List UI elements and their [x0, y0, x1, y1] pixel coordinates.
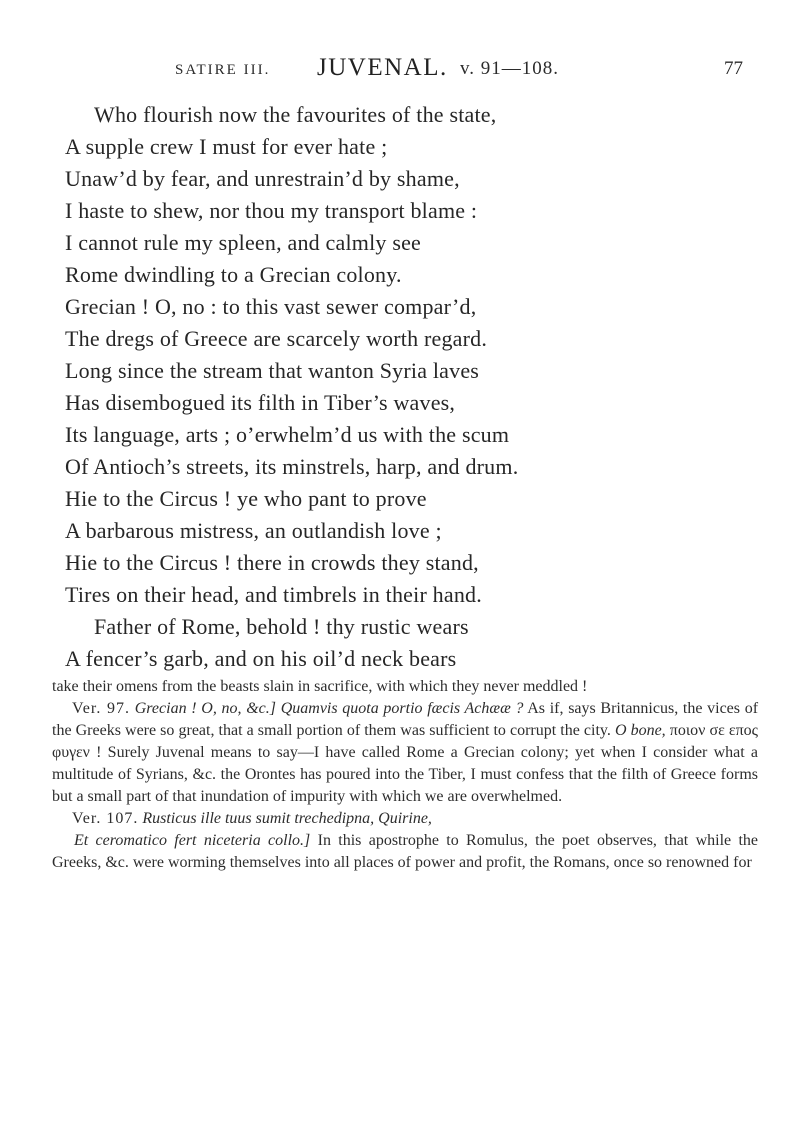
note-verse-107 — [52, 808, 758, 874]
poem-line: A barbarous mistress, an outlandish love ; — [65, 518, 442, 543]
poem-line: Hie to the Circus ! there in crowds they stand, — [65, 550, 479, 575]
running-header — [0, 56, 800, 90]
poem-line: Father of Rome, behold ! thy rustic wears — [94, 614, 469, 639]
note-text: As if, says Britannicus, the vices of the Greeks were so great, that a small portion of them was sufficient to corrupt the city. — [52, 700, 759, 739]
note-text: take their omens from the beasts slain in sacrifice, with which they never meddled ! — [52, 678, 588, 695]
note-verse-97 — [52, 698, 758, 808]
poem-line: A supple crew I must for ever hate ; — [65, 134, 388, 159]
note-latin-quote: Quamvis quota portio fæcis Achææ ? — [280, 700, 524, 717]
poem-line: Tires on their head, and timbrels in their hand. — [65, 582, 482, 607]
poem-line: I haste to shew, nor thou my transport blame : — [65, 198, 478, 223]
note-greek-quote: ποιον σε επος φυγεν ! — [52, 722, 758, 761]
poem-line: Of Antioch’s streets, its minstrels, harp, and drum. — [65, 454, 519, 479]
note-text: Surely Juvenal means to say—I have called Rome a Grecian colony; yet when I consider what a multitude of Syrians, &c. the Orontes has poured into the Tiber, I must confess that the filth of Greece forms but a small part of that inundation of impurity with which we are overwhelmed. — [52, 744, 759, 805]
note-verse-label: Ver. 107. — [72, 810, 139, 827]
note-lemma: Et ceromatico fert niceteria collo.] — [74, 832, 311, 849]
note-lemma: Rusticus ille tuus sumit trechedipna, Quirine, — [142, 810, 432, 827]
author-title: JUVENAL. — [317, 54, 448, 81]
note-text: In this apostrophe to Romulus, the poet observes, that while the Greeks, &c. were worming themselves into all places of power and profit, the Romans, once so renowned for — [52, 832, 759, 871]
note-verse-label: Ver. 97. — [72, 700, 131, 717]
poem-line: Grecian ! O, no : to this vast sewer compar’d, — [65, 294, 477, 319]
note-greek-italic: O bone, — [614, 722, 666, 739]
poem-line: A fencer’s garb, and on his oil’d neck bears — [65, 646, 457, 671]
note-carryover — [52, 676, 758, 698]
page-number: 77 — [724, 58, 743, 79]
poem-line: I cannot rule my spleen, and calmly see — [65, 230, 422, 255]
satire-label: SATIRE III. — [175, 62, 271, 78]
footnotes — [52, 676, 758, 874]
note-lemma: Grecian ! O, no, &c.] — [134, 700, 276, 717]
poem-line: The dregs of Greece are scarcely worth regard. — [65, 326, 488, 351]
poem-line: Rome dwindling to a Grecian colony. — [65, 262, 402, 287]
poem-line: Its language, arts ; o’erwhelm’d us with the scum — [65, 422, 510, 447]
poem-line: Has disembogued its filth in Tiber’s waves, — [65, 390, 456, 415]
poem-line: Who flourish now the favourites of the state, — [94, 102, 497, 127]
poem-line: Long since the stream that wanton Syria laves — [65, 358, 480, 383]
verse-range: v. 91—108. — [460, 58, 560, 79]
poem-line: Unaw’d by fear, and unrestrain’d by shame, — [65, 166, 460, 191]
poem-line: Hie to the Circus ! ye who pant to prove — [65, 486, 427, 511]
